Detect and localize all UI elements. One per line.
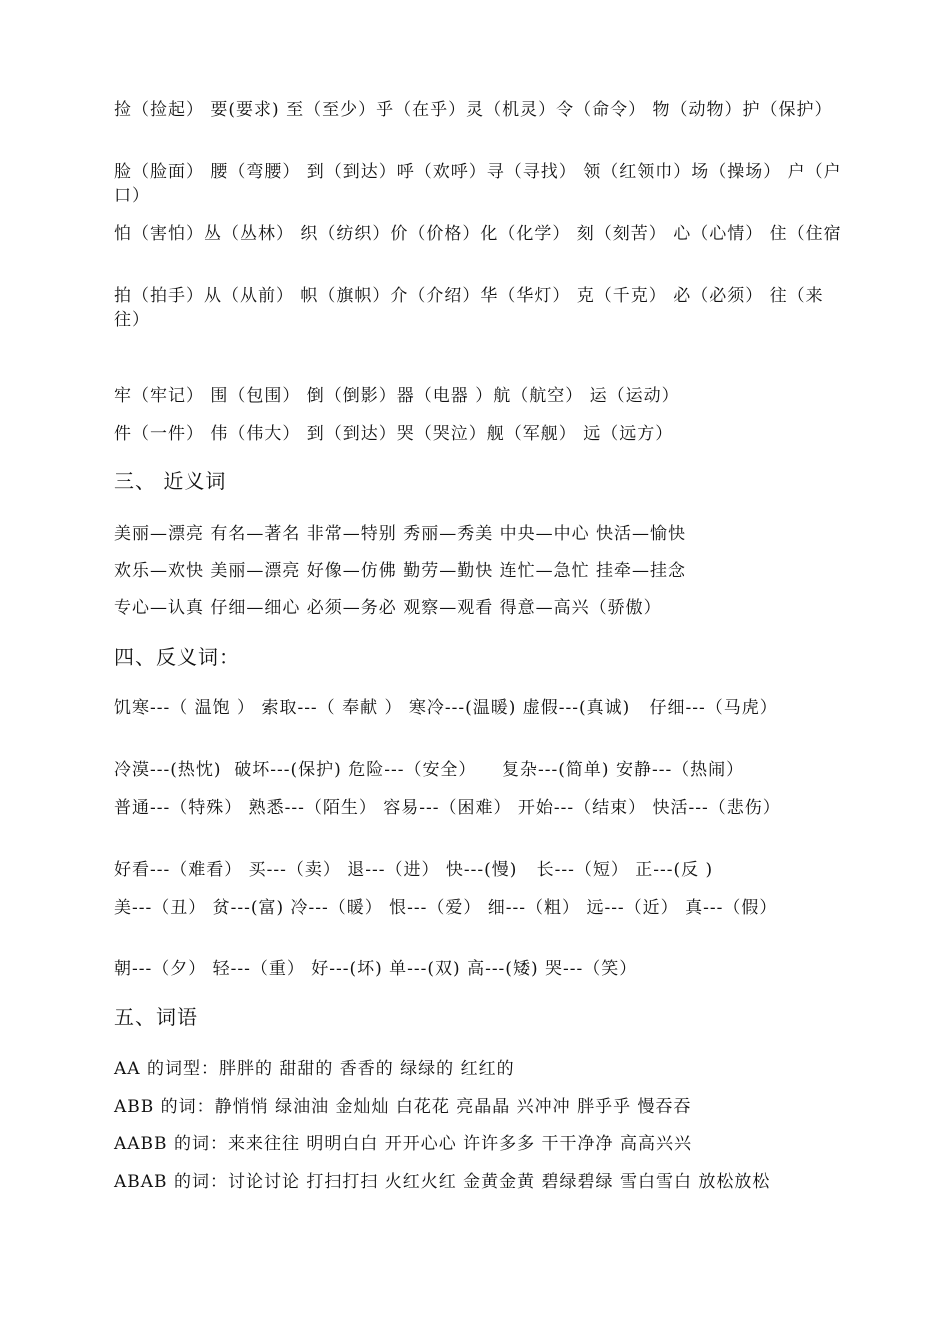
antonym-line: 美---（丑） 贫---(富) 冷---（暖） 恨---（爱） 细---（粗） 远---（近） 真---（假） bbox=[114, 898, 778, 918]
antonym-line: 普通---（特殊） 熟悉---（陌生） 容易---（困难） 开始---（结束） 快活---（悲伤） bbox=[114, 798, 781, 818]
word-pattern-line: AABB 的词：来来往往 明明白白 开开心心 许许多多 干干净净 高高兴兴 bbox=[114, 1134, 692, 1154]
antonym-line: 冷漠---(热忱) 破坏---(保护) 危险---（安全） 复杂---(简单) 安静---（热闹） bbox=[114, 760, 745, 780]
word-pattern-line: ABAB 的词：讨论讨论 打扫打扫 火红火红 金黄金黄 碧绿碧绿 雪白雪白 放松放松 bbox=[114, 1172, 771, 1192]
antonym-line: 好看---（难看） 买---（卖） 退---（进） 快---(慢) 长---（短） 正---(反 ) bbox=[114, 860, 714, 880]
char-words-line: 牢（牢记） 围（包围） 倒（倒影）器（电器 ）航（航空） 运（运动） bbox=[114, 386, 680, 406]
synonym-line: 欢乐—欢快 美丽—漂亮 好像—仿佛 勤劳—勤快 连忙—急忙 挂牵—挂念 bbox=[114, 561, 687, 581]
section-heading-antonyms: 四、反义词： bbox=[114, 645, 240, 669]
char-words-line: 怕（害怕）丛（丛林） 织（纺织）价（价格）化（化学） 刻（刻苦） 心（心情） 住（住宿 bbox=[114, 224, 842, 244]
antonym-line: 饥寒---（ 温饱 ） 索取---（ 奉献 ） 寒冷---(温暖) 虚假---(真诚) 仔细---（马虎） bbox=[114, 698, 778, 718]
word-pattern-line: ABB 的词：静悄悄 绿油油 金灿灿 白花花 亮晶晶 兴冲冲 胖乎乎 慢吞吞 bbox=[114, 1097, 692, 1117]
section-heading-word-patterns: 五、词语 bbox=[114, 1005, 198, 1029]
synonym-line: 专心—认真 仔细—细心 必须—务必 观察—观看 得意—高兴（骄傲） bbox=[114, 598, 662, 618]
antonym-line: 朝---（夕） 轻---（重） 好---(坏) 单---(双) 高---(矮) 哭---（笑） bbox=[114, 959, 638, 979]
char-words-line: 件（一件） 伟（伟大） 到（到达）哭（哭泣）舰（军舰） 远（远方） bbox=[114, 424, 674, 444]
char-words-line: 脸（脸面） 腰（弯腰） 到（到达）呼（欢呼）寻（寻找） 领（红领巾）场（操场） 户（户口） bbox=[114, 162, 842, 206]
char-words-line: 捡（捡起） 要(要求) 至（至少）乎（在乎）灵（机灵）令（命令） 物（动物）护（保护） bbox=[114, 100, 833, 120]
section-heading-synonyms: 三、 近义词 bbox=[114, 469, 227, 493]
synonym-line: 美丽—漂亮 有名—著名 非常—特别 秀丽—秀美 中央—中心 快活—愉快 bbox=[114, 524, 687, 544]
word-pattern-line: AA 的词型：胖胖的 甜甜的 香香的 绿绿的 红红的 bbox=[114, 1059, 515, 1079]
char-words-line: 拍（拍手）从（从前） 帜（旗帜）介（介绍）华（华灯） 克（千克） 必（必须） 往（来往） bbox=[114, 286, 824, 330]
